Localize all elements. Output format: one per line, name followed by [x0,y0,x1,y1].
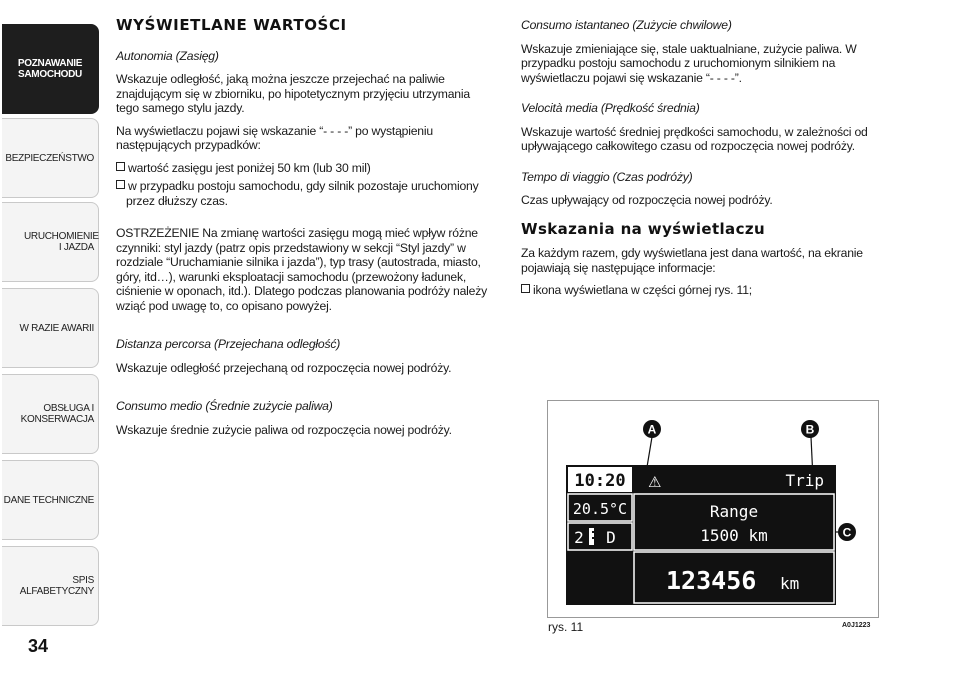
callout-c [838,523,856,541]
figure-code: A0J1223 [842,622,871,629]
list-item: wartość zasięgu jest poniżej 50 km (lub 30 mil) [116,161,496,176]
subheading-consumo-istantaneo: Consumo istantaneo (Zużycie chwilowe) [521,18,732,32]
tab-poznawanie-samochodu[interactable]: POZNAWANIE SAMOCHODU [2,24,99,114]
left-column [116,18,496,445]
subheading-velocita-media: Velocità media (Prędkość średnia) [521,101,700,115]
paragraph: Wskazuje odległość przejechaną od rozpoczęcia nowej podróży. [116,360,452,375]
section-heading-display: Wskazania na wyświetlaczu [521,219,766,238]
display-illustration [548,401,878,617]
paragraph: Na wyświetlaczu pojawi się wskazanie “- - - -” po wystąpieniu następujących przypadków: [116,123,433,152]
warning-triangle-icon: ⚠ [648,473,662,491]
display-trip-label: Trip [785,471,824,490]
section-heading: WYŚWIETLANE WARTOŚCI [116,16,347,34]
paragraph: Wskazuje średnie zużycie paliwa od rozpoczęcia nowej podróży. [116,422,452,437]
paragraph: Za każdym razem, gdy wyświetlana jest dana wartość, na ekranie pojawiają się następujące informacje: [521,246,863,275]
callout-b [801,420,819,438]
paragraph: Czas upływający od rozpoczęcia nowej podróży. [521,193,773,207]
display-temperature: 20.5°C [572,500,628,518]
svg-text:D: D [606,528,616,547]
display-gear: 2 [574,528,584,547]
tab-spis-alfabetyczny[interactable]: SPIS ALFABETYCZNY [2,546,99,626]
tab-bezpieczenstwo[interactable]: BEZPIECZEŃSTWO [2,118,99,198]
checkbox-bullet-icon [521,284,530,293]
paragraph: Wskazuje odległość, jaką można jeszcze przejechać na paliwie znajdującym się w zbiorniku, po hipotetycznym przyjęciu utrzymania tego samego stylu jazdy. [116,72,470,115]
callout-a [643,420,661,438]
right-column [521,18,891,306]
subheading-consumo-medio: Consumo medio (Średnie zużycie paliwa) [116,399,333,413]
display-odometer: 123456 [666,566,757,595]
display-figure [547,400,879,618]
gearbox-icon [589,528,594,545]
page-number: 34 [28,636,49,656]
warning-paragraph: OSTRZEŻENIE Na zmianę wartości zasięgu mogą mieć wpływ różne czynniki: styl jazdy (patrz opis przedstawiony w sekcji “Styl jazdy” w rozdziale “Uruchamianie silnika i jazda”), typ trasy (autostrada, miasto, góry, itd…), warunki eksploatacji samochodu (przewożony ładunek, ciśnienie w oponach, itd.). Dlatego podczas planowania podróży należy wziąć pod uwagę to, co opisano powyżej. [116,226,488,313]
tab-dane-techniczne[interactable]: DANE TECHNICZNE [2,460,99,540]
checkbox-bullet-icon [116,162,125,171]
checkbox-bullet-icon [116,180,125,189]
display-range-value: 1500 km [700,526,768,545]
svg-text:B: B [805,422,815,437]
bullet-list [116,161,496,209]
chapter-sidebar [0,0,100,686]
display-odometer-unit: km [780,574,800,593]
paragraph: Wskazuje wartość średniej prędkości samochodu, w zależności od upływającego całkowitego czasu od rozpoczęcia nowej podróży. [521,124,868,153]
tab-obsluga-i-konserwacja[interactable]: OBSŁUGA I KONSERWACJA [2,374,99,454]
svg-text:A: A [647,422,657,437]
figure-caption: rys. 11 [548,620,584,634]
list-item: w przypadku postoju samochodu, gdy silnik pozostaje uruchomiony przez dłuższy czas. [116,179,496,208]
display-range-label: Range [709,502,759,521]
subheading-distanza: Distanza percorsa (Przejechana odległość) [116,337,341,351]
bullet-list [521,283,891,298]
paragraph: Wskazuje zmieniające się, stale uaktualniane, zużycie paliwa. W przypadku postoju samochodu z uruchomionym silnikiem na wyświetlaczu pojawi się wskazanie “- - - -”. [521,41,857,85]
display-time: 10:20 [574,471,626,491]
list-item: ikona wyświetlana w części górnej rys. 11; [521,283,891,298]
subheading-tempo-di-viaggio: Tempo di viaggio (Czas podróży) [521,169,693,184]
tab-w-razie-awarii[interactable]: W RAZIE AWARII [2,288,99,368]
subheading-autonomia: Autonomia (Zasięg) [116,48,219,63]
svg-text:C: C [842,525,852,540]
tab-uruchomienie-i-jazda[interactable]: URUCHOMIENIE I JAZDA [2,202,99,282]
